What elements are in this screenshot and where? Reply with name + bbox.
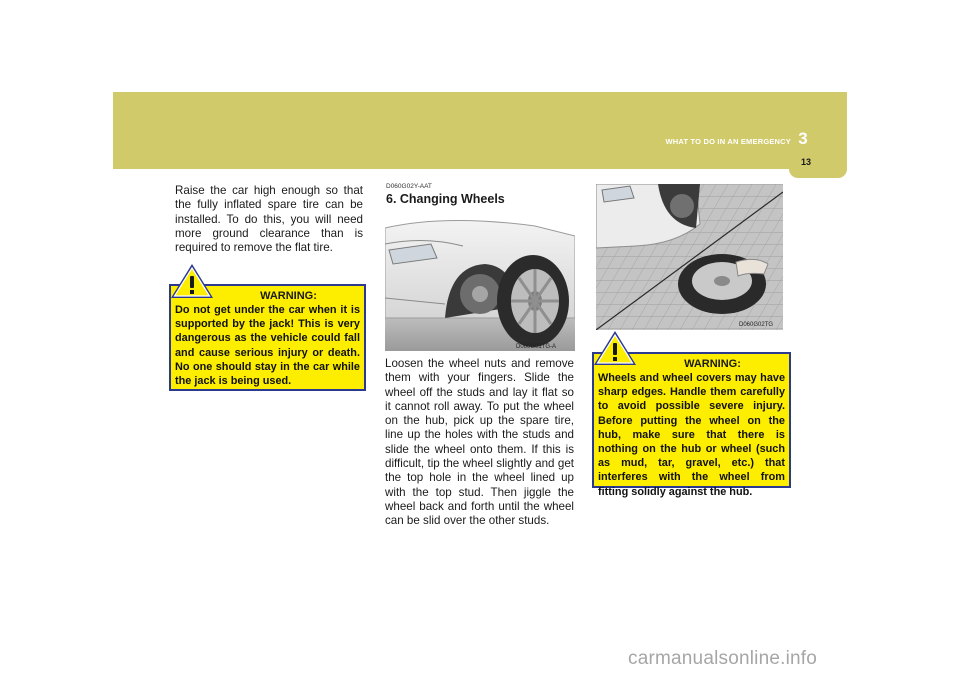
warning-title: WARNING:: [684, 358, 741, 370]
chapter-number: 3: [798, 129, 808, 148]
header-band: [113, 92, 847, 169]
intro-paragraph: Raise the car high enough so that the fully inflated spare tire can be installed. To do this, you will need more ground clearance than is required to remove the flat tire.: [175, 184, 363, 255]
warning-box-wheel-edges: [592, 352, 791, 498]
warning-title: WARNING:: [260, 290, 317, 302]
page-number: 13: [800, 157, 811, 167]
warning-box-jack: [169, 284, 366, 391]
warning-text: Do not get under the car when it is supported by the jack! This is very dangerous as the vehicle could fall and cause serious injury or death. No one should stay in the car while the jack is being used.: [175, 304, 360, 388]
section-title: WHAT TO DO IN AN EMERGENCY: [665, 137, 791, 146]
reference-code: D060G02Y-AAT: [386, 183, 432, 190]
changing-wheels-paragraph: Loosen the wheel nuts and remove them with your fingers. Slide the wheel off the studs and lay it flat so it cannot roll away. To put the wheel on the hub, pick up the spare tire, line up the holes with the studs and slide the wheel onto them. If this is difficult, tip the wheel slightly and get the top hole in the wheel lined up with the top stud. Then jiggle the wheel back and forth until the wheel can be slid over the other studs.: [385, 357, 574, 528]
warning-text: Wheels and wheel covers may have sharp edges. Handle them carefully to avoid possible severe injury. Before putting the wheel on the hub, make sure that there is nothing on the hub or wheel (such as mud, tar, gravel, etc.) that interferes with the wheel from fitting solidly against the hub.: [598, 372, 785, 498]
photo-code: D060G01TG-A: [516, 344, 557, 350]
spare-tire-photo: [596, 184, 783, 330]
car-wheel-photo: [385, 206, 575, 351]
photo-code: D060G02TG: [739, 322, 774, 328]
photo-spare-tire: [596, 184, 783, 330]
warning-triangle-icon: [170, 263, 214, 299]
section-heading: 6. Changing Wheels: [386, 192, 505, 206]
photo-wheel-removal: [385, 206, 575, 351]
warning-triangle-icon: [593, 330, 637, 366]
watermark: carmanualsonline.info: [628, 648, 818, 669]
